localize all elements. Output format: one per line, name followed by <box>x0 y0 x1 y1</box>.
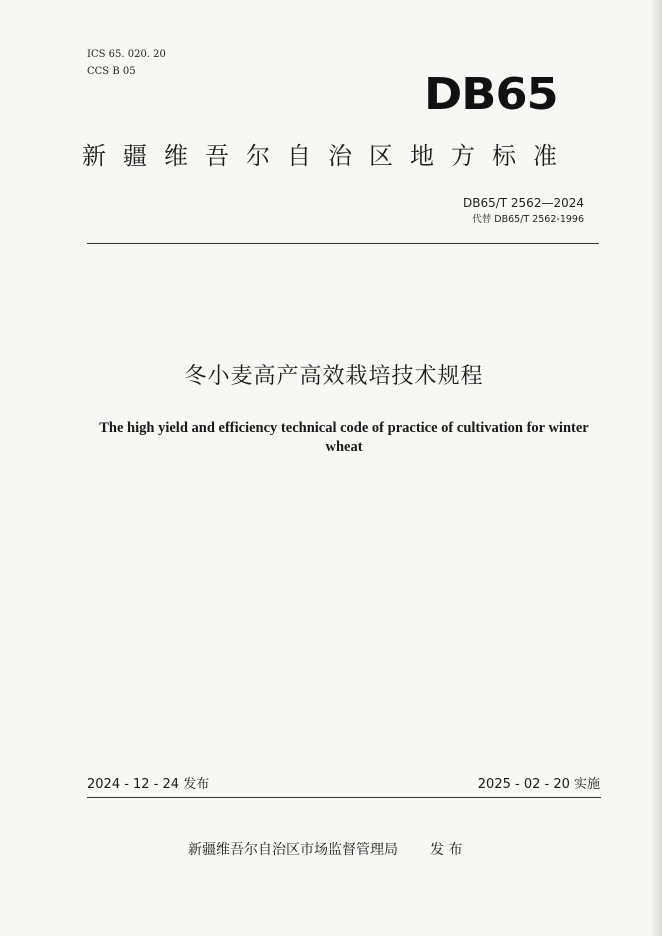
ccs-code: CCS B 05 <box>87 66 136 77</box>
publisher-line <box>188 840 462 860</box>
standard-type-heading: 新疆维吾尔自治区地方标准 <box>82 142 574 170</box>
standard-number: DB65/T 2562—2024 <box>462 196 584 210</box>
publisher-name: 新疆维吾尔自治区市场监督管理局 <box>188 842 398 858</box>
ics-code: ICS 65. 020. 20 <box>87 49 166 60</box>
db65-logo: DB65 <box>424 69 558 120</box>
implementation-date: 2025 - 02 - 20 实施 <box>477 777 600 792</box>
standard-number-block <box>463 194 584 228</box>
document-title-cn: 冬小麦高产高效栽培技术规程 <box>184 364 484 389</box>
replaces-note: 代替 DB65/T 2562-1996 <box>472 214 584 225</box>
scan-edge <box>652 0 662 936</box>
document-title-en: The high yield and efficiency technical code of practice of cultivation for winter wheat <box>99 420 589 455</box>
bottom-divider <box>87 797 601 798</box>
publish-action: 发 布 <box>430 842 463 858</box>
classification-codes <box>87 46 166 80</box>
top-divider <box>87 243 599 244</box>
issue-date: 2024 - 12 - 24 发布 <box>87 777 210 792</box>
